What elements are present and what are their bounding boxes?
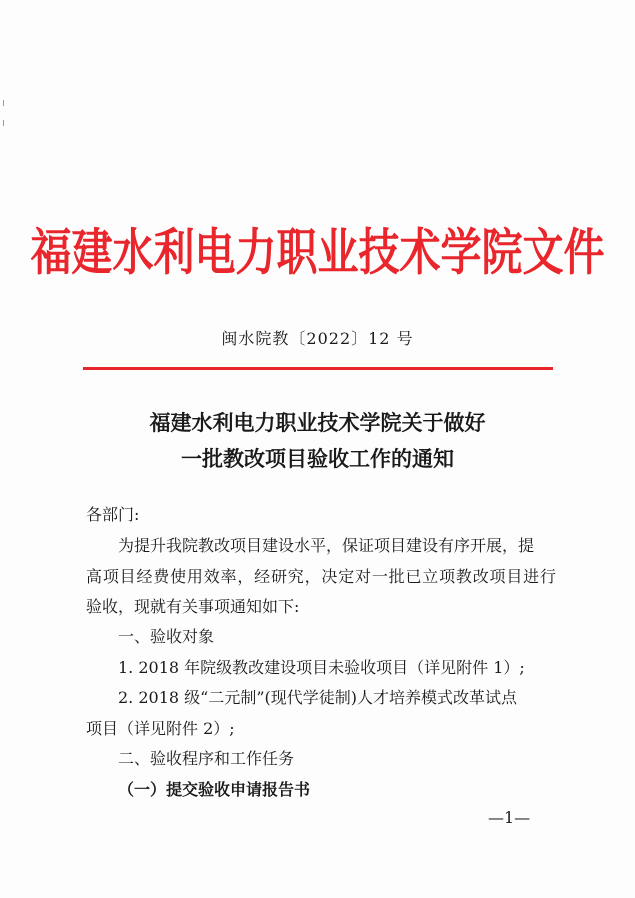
- document-header-title: 福建水利电力职业技术学院文件: [30, 222, 605, 282]
- scan-mark: [3, 100, 4, 106]
- section-item-1: 1. 2018 年院级教改建设项目未验收项目（详见附件 1）;: [118, 657, 525, 677]
- intro-paragraph-line-3: 验收，现就有关事项通知如下:: [86, 597, 300, 616]
- section-subheading-1: （一）提交验收申请报告书: [118, 779, 311, 799]
- notice-title-line-2: 一批教改项目验收工作的通知: [181, 446, 454, 471]
- notice-title-line-1: 福建水利电力职业技术学院关于做好: [149, 410, 486, 435]
- intro-paragraph: [86, 531, 556, 623]
- sections-block: [86, 622, 556, 805]
- intro-paragraph-line-1: 为提升我院教改项目建设水平，保证项目建设有序开展，提: [118, 536, 535, 555]
- salutation: 各部门:: [86, 505, 140, 524]
- scan-mark: [3, 120, 4, 126]
- notice-title: [0, 405, 635, 477]
- intro-paragraph-line-2: 高项目经费使用效率，经研究，决定对一批已立项教改项目进行: [86, 566, 556, 586]
- page-number: —1—: [488, 808, 531, 827]
- red-divider-rule: [83, 367, 553, 370]
- section-heading-2: 二、验收程序和工作任务: [118, 749, 295, 768]
- section-item-2-line-1: 2. 2018 级“二元制”(现代学徒制)人才培养模式改革试点: [118, 688, 518, 707]
- section-item-2-line-2: 项目（详见附件 2）;: [86, 718, 235, 738]
- section-heading-1: 一、验收对象: [118, 627, 215, 646]
- document-number: 闽水院教〔2022〕12 号: [221, 329, 414, 348]
